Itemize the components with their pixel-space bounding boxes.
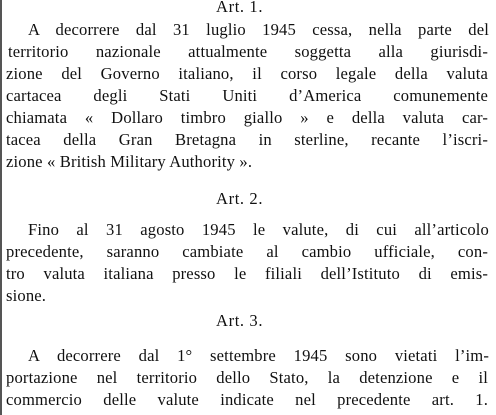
article-1-line-3: zione del Governo italiano, il corso legale della valuta [6, 64, 488, 83]
article-1-heading: Art. 1. [216, 0, 264, 16]
article-1-line-7: zione « British Military Authority ». [6, 152, 253, 171]
article-1-line-6: tacea della Gran Bretagna in sterline, recante l’iscri- [6, 130, 488, 149]
article-2-heading: Art. 2. [216, 189, 264, 208]
article-2-line-3: tro valuta italiana presso le filiali dell’Istituto di emis- [6, 264, 488, 283]
article-2-line-1: Fino al 31 agosto 1945 le valute, di cui all’articolo [28, 220, 489, 239]
article-1-line-1: A decorrere dal 31 luglio 1945 cessa, nella parte del [28, 20, 489, 39]
article-3-line-3: commercio delle valute indicate nel precedente art. 1. [6, 390, 488, 409]
article-3-line-1: A decorrere dal 1° settembre 1945 sono vietati l’im- [28, 346, 489, 365]
article-2-line-2: precedente, saranno cambiate al cambio ufficiale, con- [6, 242, 488, 261]
article-3-heading: Art. 3. [216, 311, 264, 330]
article-1-line-4: cartacea degli Stati Uniti d’America comunemente [6, 86, 488, 105]
article-1-line-2: territorio nazionale attualmente soggetta alla giurisdi- [8, 42, 488, 61]
article-3-line-2: portazione nel territorio dello Stato, la detenzione e il [6, 368, 488, 387]
article-1-line-5: chiamata « Dollaro timbro giallo » e della valuta car- [6, 108, 488, 127]
article-2-line-4: sione. [6, 286, 47, 305]
left-margin-rule [0, 0, 2, 415]
